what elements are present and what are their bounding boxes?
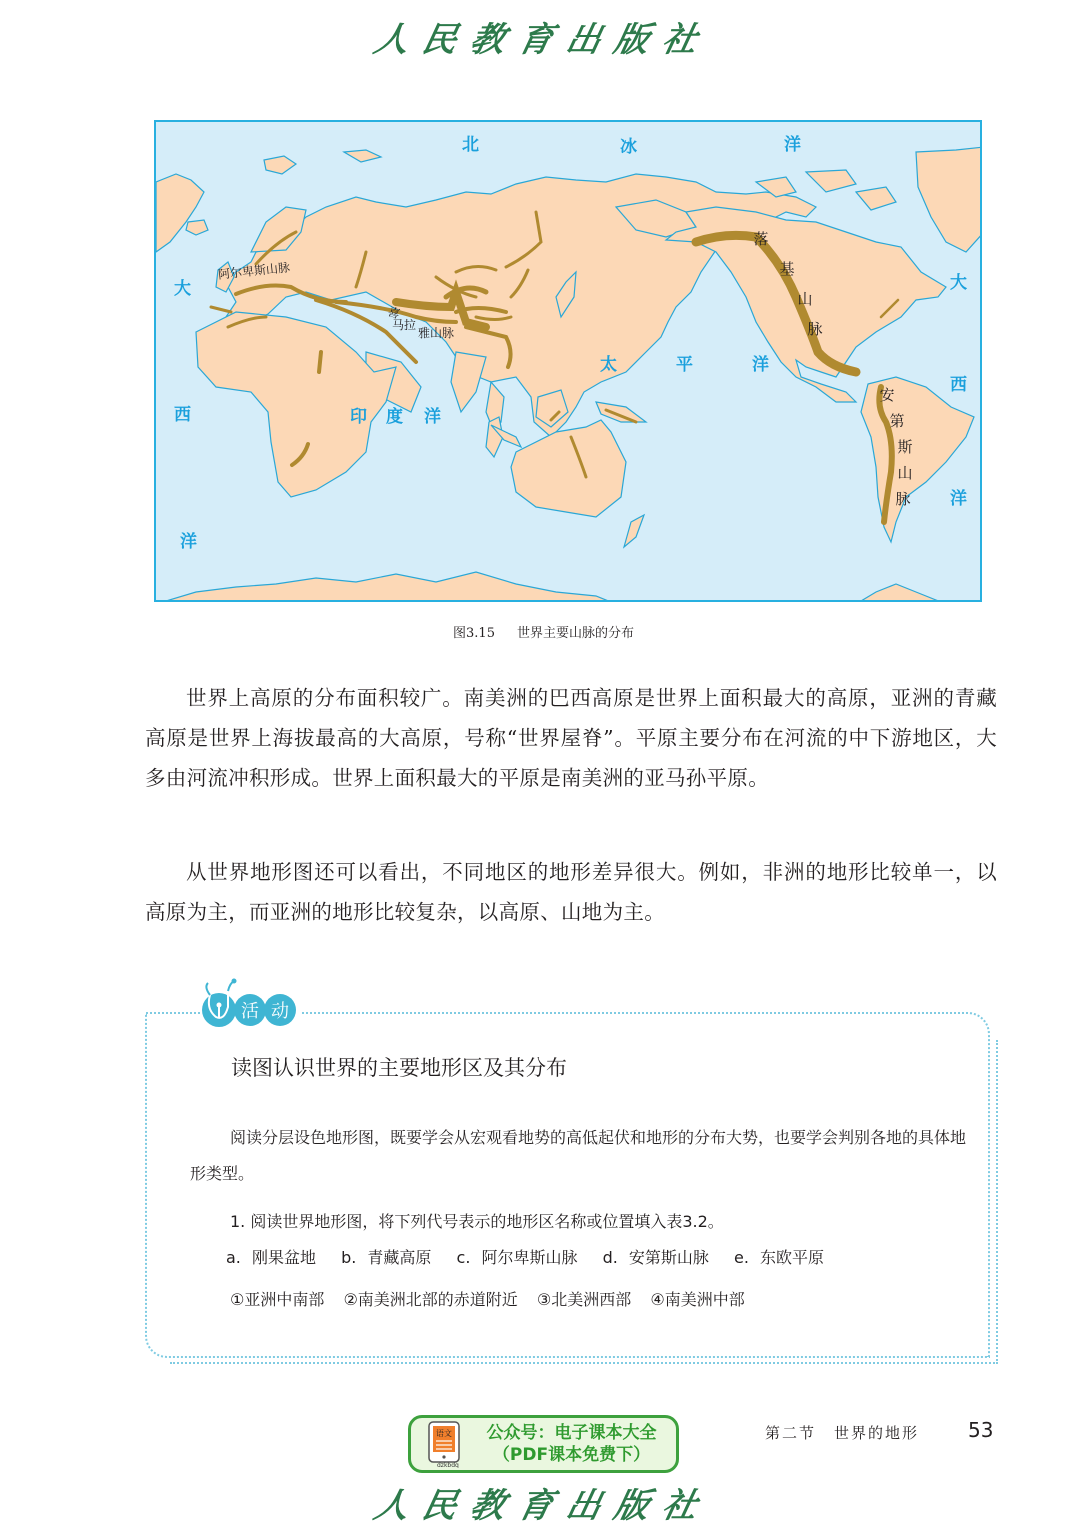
badge-char-1: 活 [234, 994, 266, 1026]
activity-badge [200, 990, 302, 1030]
svg-text:语文: 语文 [436, 1429, 452, 1438]
label-atlantic-yang-right: 洋 [950, 489, 967, 509]
chapter-title: 世界的地形 [834, 1424, 920, 1442]
option-a: a. 刚果盆地 [226, 1248, 316, 1267]
running-head [765, 1422, 919, 1443]
label-andes-5: 脉 [895, 490, 911, 508]
body-paragraph-1 [145, 678, 997, 798]
page-number: 53 [968, 1418, 994, 1442]
body-paragraph-2 [145, 852, 997, 932]
label-atlantic-xi-left: 西 [174, 405, 191, 425]
section-label: 第二节 [765, 1424, 817, 1442]
activity-number-options [230, 1282, 1020, 1318]
label-atlantic-da-right: 大 [950, 273, 967, 293]
option-2: ②南美洲北部的赤道附近 [343, 1290, 518, 1309]
world-mountains-map [154, 120, 982, 602]
label-arctic-yang: 洋 [784, 135, 801, 155]
label-rockies-4: 脉 [807, 320, 823, 338]
option-d: d. 安第斯山脉 [602, 1248, 709, 1267]
label-andes-1: 安 [879, 386, 895, 404]
label-andes-4: 山 [897, 464, 913, 482]
paragraph-text: 世界上高原的分布面积较广。南美洲的巴西高原是世界上面积最大的高原，亚洲的青藏高原是世界上海拔最高的大高原，号称“世界屋脊”。平原主要分布在河流的中下游地区，大多由河流冲积形成。世界上面积最大的平原是南美洲的亚马孙平原。 [145, 686, 997, 790]
option-e: e. 东欧平原 [734, 1248, 825, 1267]
promo-text [467, 1422, 676, 1466]
activity-shadow-bottom [170, 1362, 998, 1364]
label-rockies-1: 落 [753, 230, 769, 248]
label-indian-du: 度 [386, 407, 403, 427]
label-himalaya-3: 雅山脉 [418, 326, 455, 340]
label-indian-yang: 洋 [424, 407, 441, 427]
label-andes-3: 斯 [897, 438, 913, 456]
promo-line-1: 公众号：电子课本大全 [486, 1423, 657, 1443]
label-arctic-bei: 北 [462, 135, 479, 155]
option-b: b. 青藏高原 [341, 1248, 432, 1267]
textbook-tablet-icon [425, 1420, 467, 1468]
svg-text:dzkbdq: dzkbdq [437, 1462, 459, 1468]
label-andes-2: 第 [889, 412, 905, 430]
stethoscope-icon [202, 993, 236, 1027]
promo-line-2: （PDF课本免费下） [492, 1445, 651, 1465]
option-c: c. 阿尔卑斯山脉 [456, 1248, 578, 1267]
label-indian-yin: 印 [350, 407, 367, 427]
label-himalaya-2: 马拉 [392, 318, 417, 332]
activity-task-1: 1. 阅读世界地形图，将下列代号表示的地形区名称或位置填入表3.2。 [230, 1212, 724, 1231]
option-3: ③北美洲西部 [536, 1290, 632, 1309]
label-atlantic-da-left: 大 [174, 279, 191, 299]
figure-caption [0, 622, 1087, 641]
figure-number: 图3.15 [453, 626, 495, 641]
label-arctic-bing: 冰 [620, 137, 637, 157]
label-pacific-yang: 洋 [752, 355, 769, 375]
paragraph-text: 从世界地形图还可以看出，不同地区的地形差异很大。例如，非洲的地形比较单一，以高原为主，而亚洲的地形比较复杂，以高原、山地为主。 [145, 860, 997, 924]
publisher-logo-bottom: 人民教育出版社 [370, 1486, 716, 1526]
label-alps: 阿尔卑斯山脉 [217, 260, 291, 282]
label-atlantic-yang-left: 洋 [180, 532, 197, 552]
label-pacific-tai: 太 [600, 355, 617, 375]
label-pacific-ping: 平 [676, 355, 693, 375]
activity-letter-options [226, 1240, 1016, 1276]
activity-title: 读图认识世界的主要地形区及其分布 [231, 1056, 567, 1080]
figure-title: 世界主要山脉的分布 [516, 626, 634, 641]
label-rockies-3: 山 [797, 290, 813, 308]
publisher-logo-top: 人民教育出版社 [370, 20, 716, 60]
badge-char-2: 动 [264, 994, 296, 1026]
label-atlantic-xi-right: 西 [950, 375, 967, 395]
activity-intro: 阅读分层设色地形图，既要学会从宏观看地势的高低起伏和地形的分布大势，也要学会判别各地的具体地形类型。 [190, 1128, 967, 1183]
option-4: ④南美洲中部 [650, 1290, 745, 1309]
label-rockies-2: 基 [779, 260, 795, 278]
promo-banner[interactable] [408, 1415, 679, 1473]
option-1: ①亚洲中南部 [230, 1290, 325, 1309]
map-graphic [156, 122, 982, 602]
label-himalaya-1: 喜 [385, 304, 402, 322]
